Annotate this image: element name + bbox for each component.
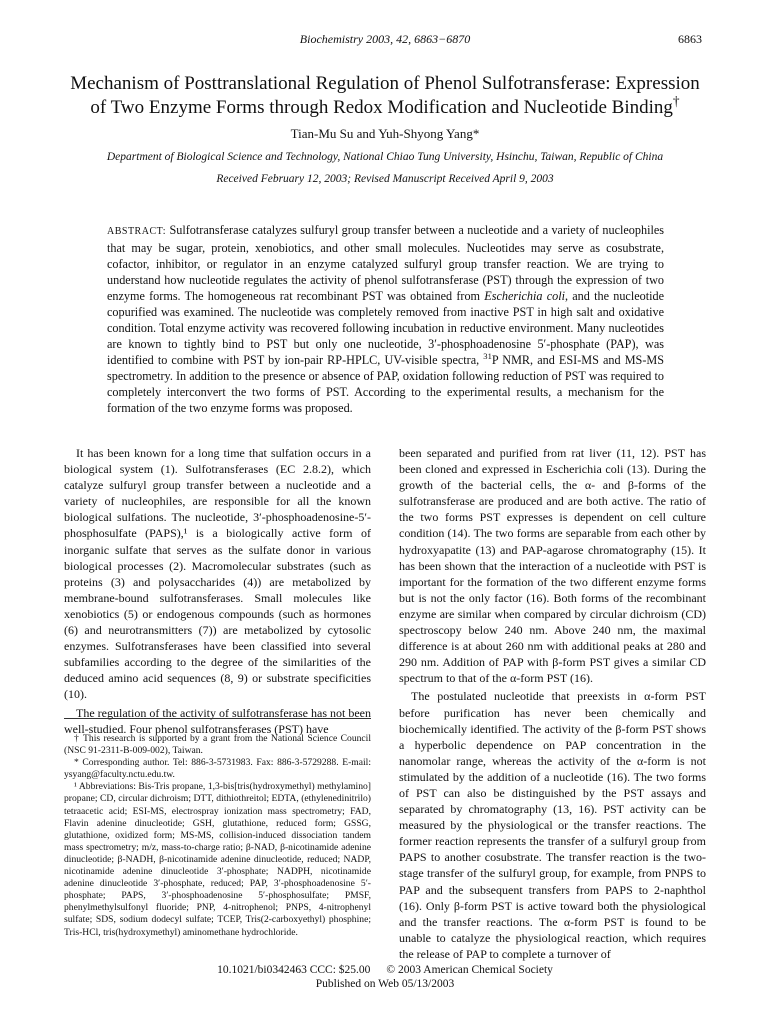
body-paragraph: The regulation of the activity of sulfotransferase has not been well-studied. Four phenol sulfotransferases (PST) have [64, 705, 371, 736]
body-paragraph: The postulated nucleotide that preexists in α-form PST before purification has never been chemically and biochemically identified. The activity of the β-form PST shows a hyperbolic dependence on PAP concentration in the nanomolar range, whereas the activity of the α-form is not stimulated by the addition of a nucleotide (16). The two forms of PST can also be distinguished by the PST assays and separated by chromatography (13, 16). PST activity can be measured by the physiological or the transfer reactions. The former reaction represents the transfer of a sulfuryl group from PAPS to another cosubstrate. The transfer reaction is the two-stage transfer of the sulfuryl group, for example, from PNPS to PAP and the subsequent transfers from PAPS to 2-naphthol (16). Only β-form PST is active toward both the physiological and the transfer reactions. The α-form PST is found to be unable to catalyze the physiological reaction, which requires the release of PAP to complete a turnover of [399, 689, 706, 961]
copyright: © 2003 American Chemical Society [386, 964, 553, 976]
left-column [64, 445, 371, 737]
title-line-2: of Two Enzyme Forms through Redox Modification and Nucleotide Binding† [90, 93, 680, 118]
page-footer [0, 963, 770, 991]
body-paragraph: been separated and purified from rat liver (11, 12). PST has been cloned and expressed in Escherichia coli (13). During the growth of the bacterial cells, the α- and β-forms of the sulfotransferase are produced and are both active. The ratio of the two forms PST expresses is dependent on cell culture condition (14). The two forms are separable from each other by hydroxyapatite (13) and PAP-agarose chromatography (15). It has been shown that the interaction of a nucleotide with PST is important for the formation of the two different enzyme forms but is not the only factor (16). Both forms of the recombinant enzyme are similar when compared by circular dichroism (CD) spectroscopy below 240 nm. Above 240 nm, the maximal difference is at about 260 nm with additional peaks at 280 and 290 nm. Addition of PAP with β-form PST gives a similar CD spectrum to that of the α-form PST (16). [399, 446, 706, 686]
article-title [40, 72, 730, 120]
journal-citation: Biochemistry 2003, 42, 6863−6870 [299, 32, 471, 46]
footnote-abbreviations: ¹ Abbreviations: Bis-Tris propane, 1,3-bis[tris(hydroxymethyl) methylamino] propane; CD, circular dichroism; DTT, dithiothreitol; EDTA, (ethylenedinitrilo) tetraacetic acid; ESI-MS, electrospray ionization mass spectrometry; FAD, Flavin adenine dinucleotide; GSH, glutathione, reduced form; GSSG, glutathione, oxidized form; MS-MS, collision-induced dissociation tandem mass spectrometry; m/z, mass-to-charge ratio; β-NAD, β-nicotinamide adenine dinucleotide; β-NADH, β-nicotinamide adenine dinucleotide, reduced; NADP, nicotinamide adenine dinucleotide 3′-phosphate; NADPH, nicotinamide adenine dinucleotide 3′-phosphate, reduced; PAP, 3′-phosphoadenosine 5′-phosphate; PAPS, 3′-phosphoadenosine 5′-phosphosulfate; PMSF, phenylmethylsulfonyl fluoride; PNP, 4-nitrophenol; PNPS, 4-nitrophenyl sulfate; SDS, sodium dodecyl sulfate; TCEP, Tris(2-carboxyethyl) phosphine; Tris-HCl, tris(hydroxymethyl) aminomethane hydrochloride. [64, 781, 371, 938]
abstract-species: Escherichia coli [484, 289, 565, 303]
affiliation: Department of Biological Science and Technology, National Chiao Tung University, Hsinchu, Taiwan, Republic of China [106, 151, 664, 163]
title-line-1: Mechanism of Posttranslational Regulation of Phenol Sulfotransferase: Expression [70, 73, 700, 94]
footnotes [64, 733, 371, 939]
right-column [399, 445, 706, 962]
published-date: Published on Web 05/13/2003 [315, 978, 455, 990]
abstract-text-1: Sulfotransferase catalyzes sulfuryl group transfer between a nucleotide and a variety of nucleophiles that may be sugar, protein, xenobiotics, and other small molecules. Nucleotides may serve as cosubstrate, cofactor, inhibitor, or regulator in an enzyme catalyzed sulfuryl group transfer reaction. We are trying to understand how nucleotide regulates the activity of phenol sulfotransferase (PST) through the expression of two enzyme forms. The homogeneous rat recombinant PST was obtained from [107, 223, 664, 303]
running-header [0, 32, 770, 48]
abstract-isotope: 31 [483, 350, 492, 361]
footnote-funding: † This research is supported by a grant from the National Science Council (NSC 91-2311-B-009-002), Taiwan. [64, 733, 371, 757]
abstract-text-3: P NMR, and ESI-MS and MS-MS spectrometry. In addition to the presence or absence of PAP, oxidation following reduction of PST was required to completely interconvert the two forms of PST. According to the experimental results, a mechanism for the formation of the two enzyme forms was proposed. [107, 353, 664, 415]
title-dagger: † [672, 93, 680, 109]
footnote-divider [64, 718, 371, 719]
doi-price: 10.1021/bi0342463 CCC: $25.00 [217, 964, 371, 976]
page-number: 6863 [678, 32, 702, 46]
abstract-label: ABSTRACT: [107, 226, 167, 237]
abstract-text-2: , and the nucleotide copurified was examined. The nucleotide was completely removed from inactive PST in high salt and oxidative condition. Total enzyme activity was recovered following incubation in reductive environment. Many nucleotides are known to tightly bind to PST but only one nucleotide, 3′-phosphoadenosine 5′-phosphate (PAP), was identified to combine with PST by ion-pair RP-HPLC, UV-visible spectra, [107, 289, 664, 367]
authors: Tian-Mu Su and Yuh-Shyong Yang* [290, 126, 480, 141]
received-dates: Received February 12, 2003; Revised Manuscript Received April 9, 2003 [216, 173, 554, 185]
body-paragraph: It has been known for a long time that sulfation occurs in a biological system (1). Sulfotransferases (EC 2.8.2), which catalyze sulfuryl group transfer between a nucleotide and a variety of nucleophiles, are responsible for all the known biological sulfations. The nucleotide, 3′-phosphoadenosine-5′-phosphosulfate (PAPS),¹ is a biologically active form of inorganic sulfate that serves as the sulfate donor in various biological processes (2). Macromolecular substrates (such as proteins (3) and polysaccharides (4)) are metabolized by membrane-bound sulfotransferases. Small molecules like xenobiotics (5) or endogenous compounds (such as hormones (6) and neurotransmitters (7)) are metabolized by cytosolic enzymes. Sulfotransferases have been classified into several subfamilies according to the degree of the similarities of the deduced amino acid sequences (8, 9) or substrate specificities (10). [64, 446, 371, 702]
footnote-corresponding: * Corresponding author. Tel: 886-3-5731983. Fax: 886-3-5729288. E-mail: ysyang@faculty.nctu.edu.tw. [64, 757, 371, 781]
abstract [107, 222, 664, 416]
